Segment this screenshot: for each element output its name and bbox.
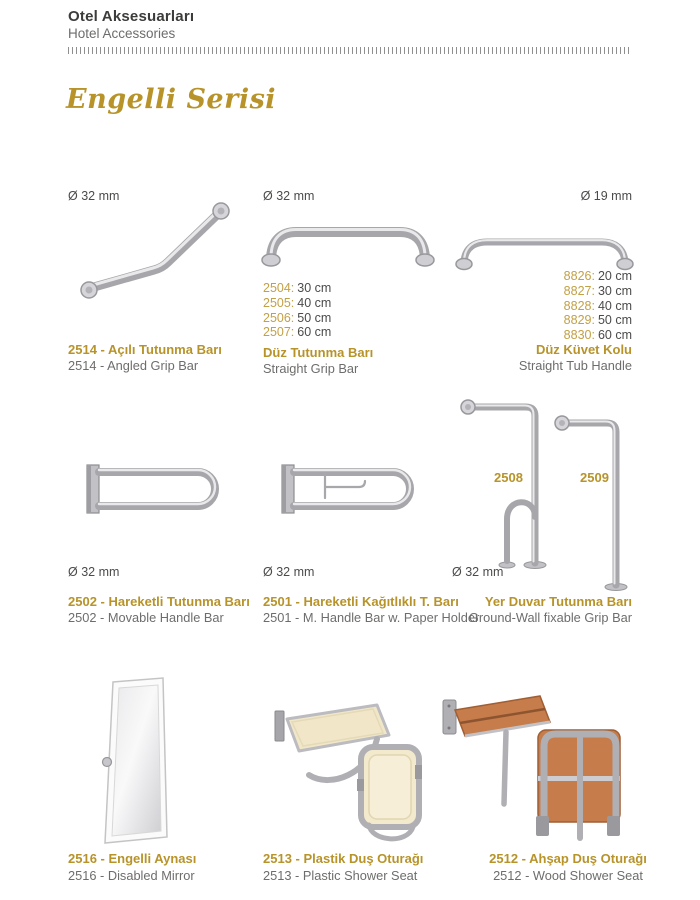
product-title-tr: 2516 - Engelli Aynası [68,851,197,866]
size-value: 50 cm [597,313,632,328]
product-code: 2507: [263,325,295,340]
disabled-mirror-image [100,672,180,848]
straight-tub-handle-image [452,218,637,273]
diameter-label-angled-bar: Ø 32 mm [68,189,120,203]
size-list-straight-grip-bar [263,281,331,340]
page-title-en: Hotel Accessories [68,26,176,41]
product-code: 8830: [563,328,595,343]
product-title-en: 2512 - Wood Shower Seat [493,868,643,883]
diameter-label-straight-bar: Ø 32 mm [263,189,315,203]
variant-code-2508: 2508 [494,470,523,485]
movable-handle-bar-image [80,458,240,520]
product-title-en: Straight Grip Bar [263,361,359,376]
size-row [564,269,632,284]
size-value: 30 cm [297,281,332,295]
product-title-tr: 2501 - Hareketli Kağıtlıklı T. Barı [263,594,459,609]
product-title-tr: Yer Duvar Tutunma Barı [484,594,632,609]
size-row [263,296,331,311]
size-row [263,325,331,340]
size-row [564,328,632,343]
diameter-label-ground-wall-bar: Ø 32 mm [452,565,504,579]
paper-holder-detail [325,474,365,498]
diameter-label-movable-bar: Ø 32 mm [68,565,120,579]
wood-shower-seat-image [440,688,650,848]
product-title-en: Straight Tub Handle [518,358,632,373]
product-title-tr: 2513 - Plastik Duş Oturağı [263,851,424,866]
size-row [564,299,632,314]
mirror-tilt-knob [103,758,112,767]
product-code: 8827: [563,283,595,298]
product-title-en: 2516 - Disabled Mirror [68,868,195,883]
header-divider [68,47,632,54]
product-code: 8829: [563,313,595,328]
product-title-tr: 2502 - Hareketli Tutunma Barı [68,594,250,609]
page-title-tr: Otel Aksesuarları [68,8,195,25]
product-code: 2506: [263,310,295,325]
product-title-tr: 2512 - Ahşap Duş Oturağı [489,851,647,866]
product-title-tr: Düz Küvet Kolu [535,342,632,357]
section-title: Engelli Serisi [66,84,277,115]
product-title-en: Ground-Wall fixable Grip Bar [468,610,632,625]
product-code: 2505: [263,295,295,310]
product-title-tr: Düz Tutunma Barı [263,345,374,360]
size-value: 30 cm [597,283,632,298]
size-value: 60 cm [297,325,332,340]
diameter-label-tub-handle: Ø 19 mm [580,189,632,203]
straight-grip-bar-image [258,210,438,270]
size-row [564,284,632,299]
variant-code-2509: 2509 [580,470,609,485]
angled-grip-bar-image [70,198,240,313]
plastic-shower-seat-image [265,695,445,845]
size-list-tub-handle [564,269,632,343]
size-value: 50 cm [297,310,332,325]
product-title-tr: 2514 - Açılı Tutunma Barı [68,342,222,357]
paper-holder-bar-image [275,458,435,520]
size-value: 40 cm [297,295,332,310]
product-title-en: 2514 - Angled Grip Bar [68,358,199,373]
product-code: 2504: [263,281,295,295]
product-title-en: 2501 - M. Handle Bar w. Paper Holder [263,610,480,625]
product-code: 8828: [563,298,595,313]
diameter-label-paper-holder-bar: Ø 32 mm [263,565,315,579]
size-row [564,313,632,328]
product-code: 8826: [563,269,595,283]
size-value: 60 cm [597,328,632,343]
size-row [263,311,331,326]
product-title-en: 2502 - Movable Handle Bar [68,610,224,625]
size-value: 40 cm [597,298,632,313]
size-row [263,281,331,296]
product-title-en: 2513 - Plastic Shower Seat [263,868,418,883]
size-value: 20 cm [597,269,632,283]
